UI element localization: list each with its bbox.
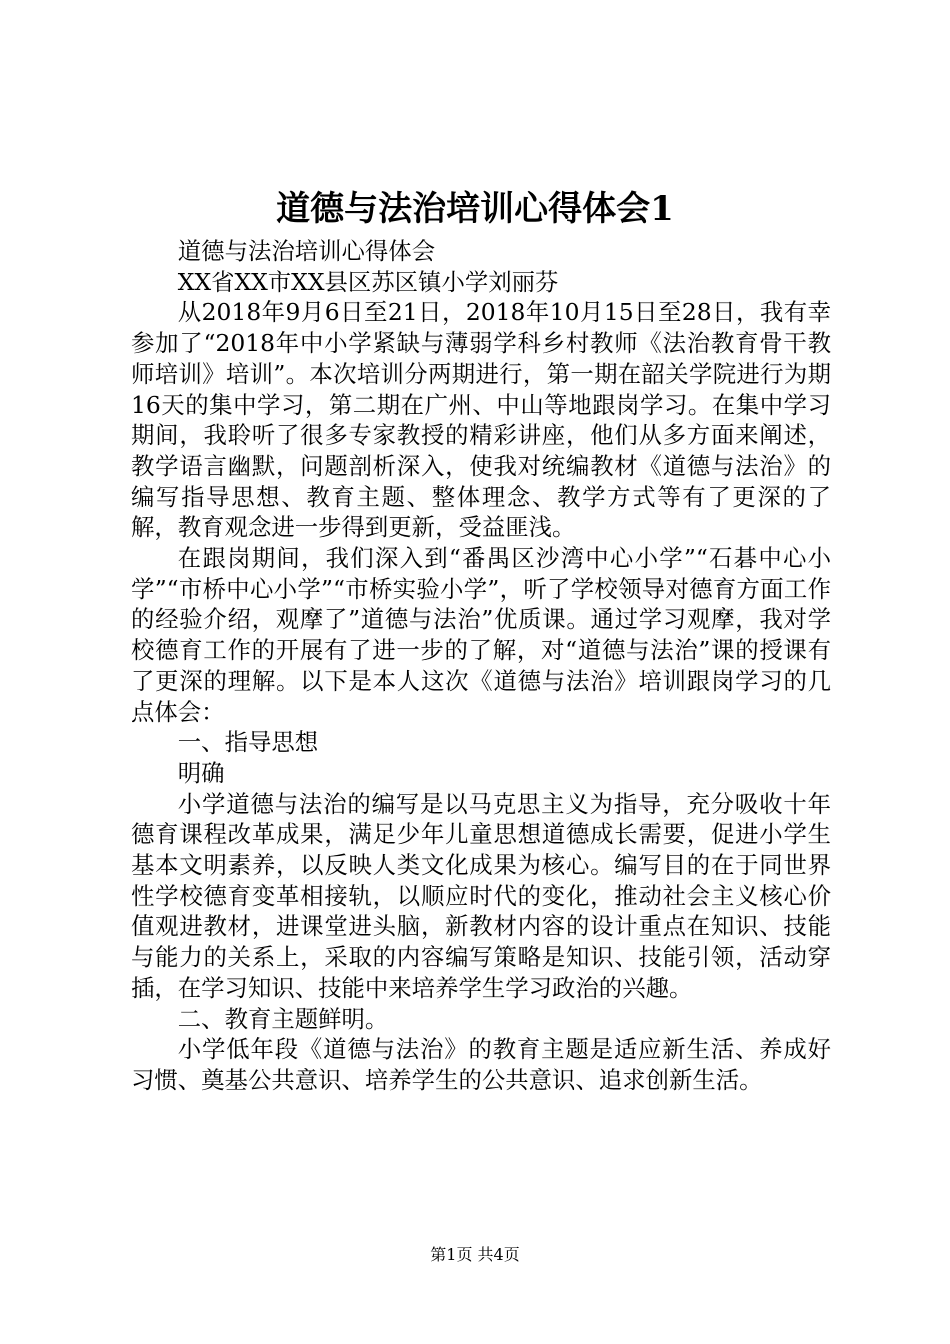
body-paragraph: 从2018年9月6日至21日，2018年10月15日至28日，我有幸参加了“2018年中小学紧缺与薄弱学科乡村教师《法治教育骨干教师培训》培训”。本次培训分两期进行，第一期在韶关学院进行为期16天的集中学习，第二期在广州、中山等地跟岗学习。在集中学习期间，我聆听了很多专家教授的精彩讲座，他们从多方面来阐述，教学语言幽默，问题剖析深入，使我对统编教材《道德与法治》的编写指导思想、教育主题、整体理念、教学方式等有了更深的了解，教育观念进一步得到更新，受益匪浅。 (131, 298, 831, 542)
body-paragraph: 小学低年段《道德与法治》的教育主题是适应新生活、养成好习惯、奠基公共意识、培养学生的公共意识、追求创新生活。 (131, 1035, 831, 1094)
body-paragraph: 在跟岗期间，我们深入到“番禺区沙湾中心小学”“石碁中心小学”“市桥中心小学”“市桥实验小学”，听了学校领导对德育方面工作的经验介绍，观摩了”道德与法治”优质课。通过学习观摩，我对学校德育工作的开展有了进一步的了解，对“道德与法治”课的授课有了更深的理解。以下是本人这次《道德与法治》培训跟岗学习的几点体会： (131, 544, 831, 726)
section-heading: 二、教育主题鲜明。 (177, 1004, 389, 1033)
author-paragraph: XX省XX市XX县区苏区镇小学刘丽芬 (177, 267, 559, 296)
document-title: 道德与法治培训心得体会1 (276, 189, 674, 229)
section-heading: 一、指导思想 (177, 728, 319, 757)
subtitle-paragraph: 道德与法治培训心得体会 (177, 237, 436, 265)
body-paragraph: 小学道德与法治的编写是以马克思主义为指导，充分吸收十年德育课程改革成果，满足少年儿童思想道德成长需要，促进小学生基本文明素养，以反映人类文化成果为核心。编写目的在于同世界性学校德育变革相接轨，以顺应时代的变化，推动社会主义核心价值观进教材，进课堂进头脑，新教材内容的设计重点在知识、技能与能力的关系上，采取的内容编写策略是知识、技能引领，活动穿插，在学习知识、技能中来培养学生学习政治的兴趣。 (131, 789, 831, 1002)
body-paragraph: 明确 (177, 758, 225, 787)
document-body (131, 236, 831, 1096)
page-number-footer: 第1页 共4页 (430, 1245, 520, 1264)
